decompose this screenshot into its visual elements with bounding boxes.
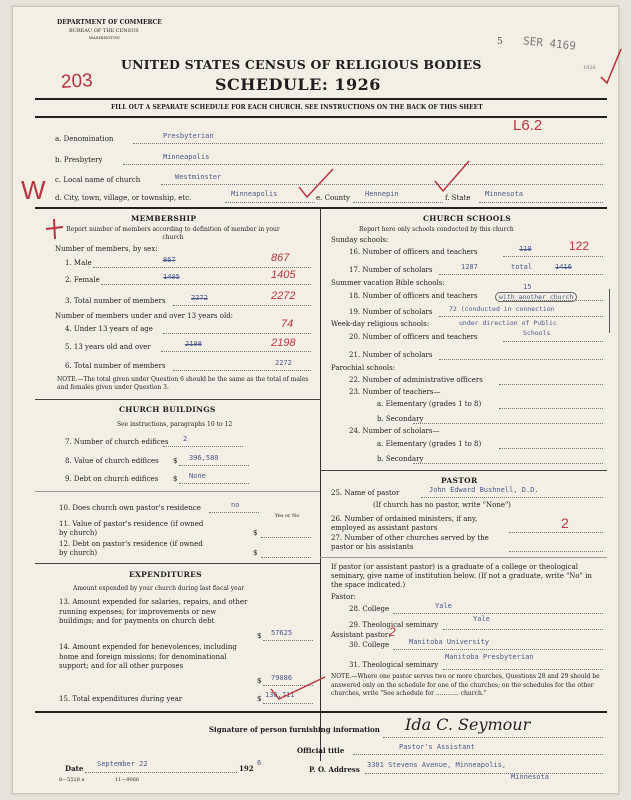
fill-instruction: FILL OUT A SEPARATE SCHEDULE FOR EACH CHURCH. SEE INSTRUCTIONS ON THE BACK OF THIS SHEET bbox=[111, 104, 483, 111]
year-value: 6 bbox=[257, 759, 262, 767]
by-sex-label: Number of members, by sex: bbox=[55, 245, 158, 253]
q20-label: 20. Number of officers and teachers bbox=[349, 333, 478, 341]
summer-label: Summer vacation Bible schools: bbox=[331, 279, 445, 287]
assistant-label: Assistant pastor: bbox=[331, 631, 391, 639]
red-mark-W: W bbox=[21, 175, 46, 205]
q29-value: Yale bbox=[473, 615, 490, 623]
q24a-label: a. Elementary (grades 1 to 8) bbox=[377, 440, 482, 448]
city-value: Minneapolis bbox=[231, 190, 278, 198]
q16-typed: 119 bbox=[519, 245, 532, 253]
county-label: e. County bbox=[316, 194, 350, 202]
form-number: 8—5518 a bbox=[59, 777, 85, 783]
po-address-label: P. O. Address bbox=[309, 765, 360, 774]
q25-hint: (If church has no pastor, write "None") bbox=[373, 501, 511, 509]
red-check-icon bbox=[433, 159, 473, 195]
q17-typed: 1287 bbox=[461, 263, 478, 271]
city-label: d. City, town, village, or township, etc. bbox=[55, 194, 192, 202]
q12-dollar: $ bbox=[253, 549, 258, 557]
q9-value: None bbox=[189, 472, 206, 480]
q18-value: 15 bbox=[523, 283, 532, 291]
schools-title: CHURCH SCHOOLS bbox=[423, 214, 511, 223]
denomination-label: a. Denomination bbox=[55, 135, 114, 143]
census-schedule-page bbox=[12, 6, 619, 794]
expend-title: EXPENDITURES bbox=[129, 570, 202, 579]
q30-value: Manitoba University bbox=[409, 638, 490, 646]
graduate-note: If pastor (or assistant pastor) is a graduate of a college or theological seminary, give name of institution below. (If not a graduate, write "No" in the space indicated.) bbox=[331, 563, 592, 589]
q8-dollar: $ bbox=[173, 457, 178, 465]
church-name-label: c. Local name of church bbox=[55, 176, 141, 184]
q31-value: Manitoba Presbyterian bbox=[445, 653, 534, 661]
county-value: Hennepin bbox=[365, 190, 399, 198]
q10-value: no bbox=[231, 501, 240, 509]
q8-label: 8. Value of church edifices bbox=[65, 457, 159, 465]
date-label: Date bbox=[65, 764, 84, 773]
q9-dollar: $ bbox=[173, 475, 178, 483]
q1-label: 1. Male bbox=[65, 259, 92, 267]
buildings-title: CHURCH BUILDINGS bbox=[119, 405, 216, 414]
serial-mark: 5 bbox=[497, 37, 503, 47]
q3-label: 3. Total number of members bbox=[65, 297, 166, 305]
q24-label: 24. Number of scholars— bbox=[349, 427, 440, 435]
q24b-label: b. Secondary bbox=[377, 455, 424, 463]
q19-value: 72 (conducted in connection bbox=[449, 305, 555, 313]
q13-dollar: $ bbox=[257, 632, 262, 640]
weekday-label: Week-day religious schools: bbox=[331, 320, 430, 328]
q7-label: 7. Number of church edifices bbox=[65, 438, 169, 446]
q13-label: 13. Amount expended for salaries, repairs, and other running expenses; for improvements or new buildings; and for payments on church debt bbox=[59, 598, 248, 625]
membership-title: MEMBERSHIP bbox=[131, 214, 197, 223]
po-address-value: 3301 Stevens Avenue, Minneapolis, bbox=[367, 761, 507, 769]
weekday-note: under direction of Public bbox=[459, 319, 557, 327]
pastor-note: NOTE.—Where one pastor serves two or more churches, Questions 28 and 29 should be answered only on the schedule for one of the churches; on the schedules for the other churches, write "See schedule for ............ church." bbox=[331, 673, 600, 697]
q28-label: 28. College bbox=[349, 605, 390, 613]
q20-note: Schools bbox=[523, 329, 551, 337]
q3-typed: 2272 bbox=[191, 294, 208, 302]
q18-note: with another church bbox=[495, 292, 577, 302]
red-mark-L: L6.2 bbox=[513, 117, 543, 134]
q9-label: 9. Debt on church edifices bbox=[65, 475, 159, 483]
q23b-label: b. Secondary bbox=[377, 415, 424, 423]
q16-label: 16. Number of officers and teachers bbox=[349, 248, 478, 256]
print-number: 11—9066 bbox=[115, 777, 140, 783]
q1-red: 867 bbox=[271, 252, 290, 264]
q5-label: 5. 13 years old and over bbox=[65, 343, 151, 351]
red-check-icon bbox=[269, 675, 329, 703]
assistant-value: 2 bbox=[389, 625, 396, 639]
q21-label: 21. Number of scholars bbox=[349, 351, 433, 359]
q23-label: 23. Number of teachers— bbox=[349, 388, 441, 396]
q19-label: 19. Number of scholars bbox=[349, 308, 433, 316]
expend-sub: Amount expended by your church during last fiscal year bbox=[73, 585, 245, 592]
membership-intro: Report number of members according to definition of member in your church bbox=[66, 226, 280, 241]
denomination-value: Presbyterian bbox=[163, 132, 214, 140]
dept-name: DEPARTMENT OF COMMERCE bbox=[57, 19, 162, 26]
red-mark-203: 203 bbox=[60, 70, 94, 93]
schedule-title: SCHEDULE: 1926 bbox=[215, 75, 381, 94]
q3-red: 2272 bbox=[271, 290, 296, 302]
q15-value: 136,711 bbox=[265, 691, 295, 699]
q13-value: 57625 bbox=[271, 629, 293, 637]
q27-label: 27. Number of other churches served by the pastor or his assistants bbox=[331, 534, 489, 551]
schools-intro: Report here only schools conducted by this church bbox=[359, 226, 514, 233]
q11-label: 11. Value of pastor's residence (if owned by church) bbox=[59, 520, 204, 537]
signature-value: Ida C. Seymour bbox=[405, 715, 531, 734]
state-value: Minnesota bbox=[485, 190, 523, 198]
q23a-label: a. Elementary (grades 1 to 8) bbox=[377, 400, 482, 408]
q8-value: 396,580 bbox=[189, 454, 219, 462]
q16-red: 122 bbox=[569, 239, 590, 253]
q22-label: 22. Number of administrative officers bbox=[349, 376, 483, 384]
q10-label: 10. Does church own pastor's residence bbox=[59, 504, 201, 512]
form-title: UNITED STATES CENSUS OF RELIGIOUS BODIES bbox=[121, 57, 482, 72]
q12-label: 12. Debt on pastor's residence (if owned by church) bbox=[59, 540, 203, 557]
q30-label: 30. College bbox=[349, 641, 390, 649]
q31-label: 31. Theological seminary bbox=[349, 661, 439, 669]
q14-label: 14. Amount expended for benevolences, including home and foreign missions; for denominational support; and for all other purposes bbox=[59, 643, 237, 670]
signature-label: Signature of person furnishing information bbox=[209, 725, 380, 734]
q14-value: 79086 bbox=[271, 674, 293, 682]
state-label: f. State bbox=[445, 194, 471, 202]
red-check-icon bbox=[297, 167, 337, 199]
year-label: 192 bbox=[239, 764, 254, 773]
q5-typed: 2198 bbox=[185, 340, 202, 348]
presbytery-value: Minneapolis bbox=[163, 153, 210, 161]
q4-red: 74 bbox=[281, 318, 294, 330]
q5-red: 2198 bbox=[271, 337, 296, 349]
q17-total-value: 1416 bbox=[555, 263, 572, 271]
bureau-city: WASHINGTON bbox=[89, 35, 120, 40]
q6-label: 6. Total number of members bbox=[65, 362, 166, 370]
q25-value: John Edward Bushnell, D.D. bbox=[429, 486, 539, 494]
official-title-label: Official title bbox=[297, 746, 345, 755]
q4-label: 4. Under 13 years of age bbox=[65, 325, 153, 333]
q2-label: 2. Female bbox=[65, 276, 100, 284]
q25-label: 25. Name of pastor bbox=[331, 489, 400, 497]
buildings-sub: See instructions, paragraphs 10 to 12 bbox=[117, 421, 233, 428]
q17-total-label: total bbox=[511, 263, 533, 271]
q11-dollar: $ bbox=[253, 529, 258, 537]
q17-label: 17. Number of scholars bbox=[349, 266, 433, 274]
q15-dollar: $ bbox=[257, 695, 262, 703]
q26-label: 26. Number of ordained ministers, if any, employed as assistant pastors bbox=[331, 515, 478, 532]
pastor-title: PASTOR bbox=[441, 476, 478, 485]
q14-dollar: $ bbox=[257, 677, 262, 685]
q15-label: 15. Total expenditures during year bbox=[59, 695, 183, 703]
q7-value: 2 bbox=[183, 435, 188, 443]
q28-value: Yale bbox=[435, 602, 452, 610]
pastor-sub-label: Pastor: bbox=[331, 593, 356, 601]
q2-typed: 1405 bbox=[163, 273, 180, 281]
serial-number: SER 4169 bbox=[522, 34, 577, 53]
yes-no-hint: Yes or No bbox=[275, 513, 300, 519]
q2-red: 1405 bbox=[271, 269, 296, 281]
po-address-state: Minnesota bbox=[511, 773, 549, 781]
date-value: September 22 bbox=[97, 760, 148, 768]
sunday-label: Sunday schools: bbox=[331, 236, 389, 244]
q1-typed: 867 bbox=[163, 256, 176, 264]
official-title-value: Pastor's Assistant bbox=[399, 743, 475, 751]
serial-year: 1926 bbox=[583, 65, 596, 71]
age-head-label: Number of members under and over 13 years old: bbox=[55, 312, 234, 320]
q26-value: 2 bbox=[561, 515, 569, 531]
q6-typed: 2272 bbox=[275, 359, 292, 367]
bureau-name: BUREAU OF THE CENSUS bbox=[69, 28, 139, 34]
parochial-label: Parochial schools: bbox=[331, 364, 396, 372]
red-check-icon bbox=[599, 47, 623, 87]
presbytery-label: b. Presbytery bbox=[55, 156, 103, 164]
q29-label: 29. Theological seminary bbox=[349, 621, 439, 629]
membership-note: NOTE.—The total given under Question 6 should be the same as the total of males and females given under Question 3. bbox=[57, 376, 309, 391]
church-name-value: Westminster bbox=[175, 173, 222, 181]
q18-label: 18. Number of officers and teachers bbox=[349, 292, 478, 300]
